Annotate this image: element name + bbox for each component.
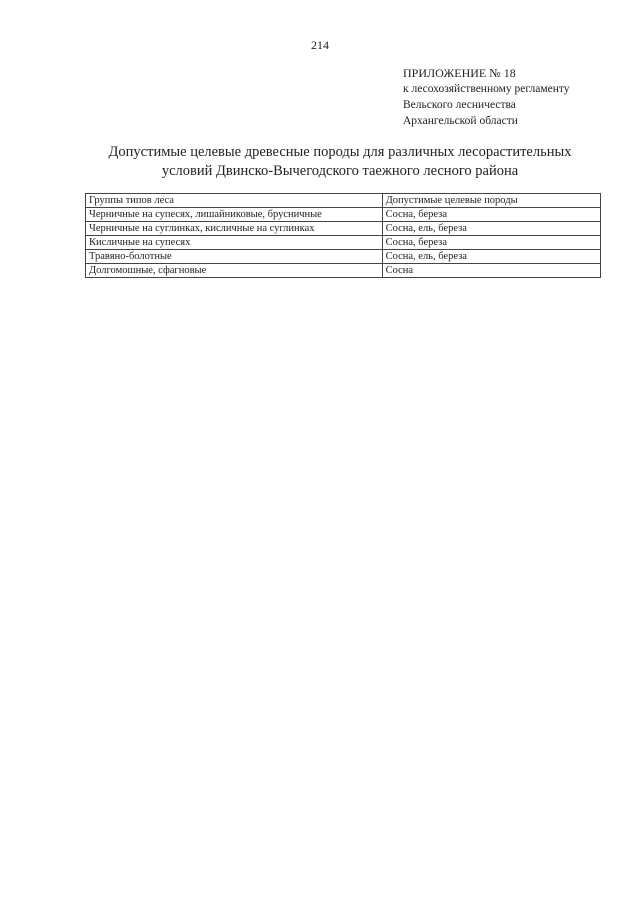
table-row xyxy=(86,236,601,250)
species-table xyxy=(85,193,601,278)
forest-type-cell: Черничные на суглинках, кисличные на суглинках xyxy=(86,222,383,236)
species-cell: Сосна, ель, береза xyxy=(382,222,600,236)
page-number: 214 xyxy=(311,38,329,52)
table-row xyxy=(86,208,601,222)
species-cell: Сосна, береза xyxy=(382,236,600,250)
header-allowed-species: Допустимые целевые породы xyxy=(382,194,600,208)
table-row xyxy=(86,222,601,236)
forest-type-cell: Травяно-болотные xyxy=(86,250,383,264)
species-cell: Сосна, ель, береза xyxy=(382,250,600,264)
appendix-title: ПРИЛОЖЕНИЕ № 18 xyxy=(403,66,516,80)
forest-type-cell: Кисличные на супесях xyxy=(86,236,383,250)
document-title-line-2: условий Двинско-Вычегодского таежного лесного района xyxy=(161,163,519,179)
table-row xyxy=(86,250,601,264)
appendix-line-region: Архангельской области xyxy=(403,115,518,127)
forest-type-cell: Черничные на супесях, лишайниковые, брусничные xyxy=(86,208,383,222)
document-title xyxy=(60,143,620,181)
table-row xyxy=(86,264,601,278)
table-header-row xyxy=(86,194,601,208)
species-cell: Сосна xyxy=(382,264,600,278)
appendix-line-regulation: к лесохозяйственному регламенту xyxy=(403,83,570,95)
appendix-header xyxy=(403,65,628,129)
species-cell: Сосна, береза xyxy=(382,208,600,222)
forest-type-cell: Долгомошные, сфагновые xyxy=(86,264,383,278)
document-title-line-1: Допустимые целевые древесные породы для различных лесорастительных xyxy=(108,144,572,160)
header-forest-type-groups: Группы типов леса xyxy=(86,194,383,208)
appendix-line-forestry: Вельского лесничества xyxy=(403,99,516,111)
